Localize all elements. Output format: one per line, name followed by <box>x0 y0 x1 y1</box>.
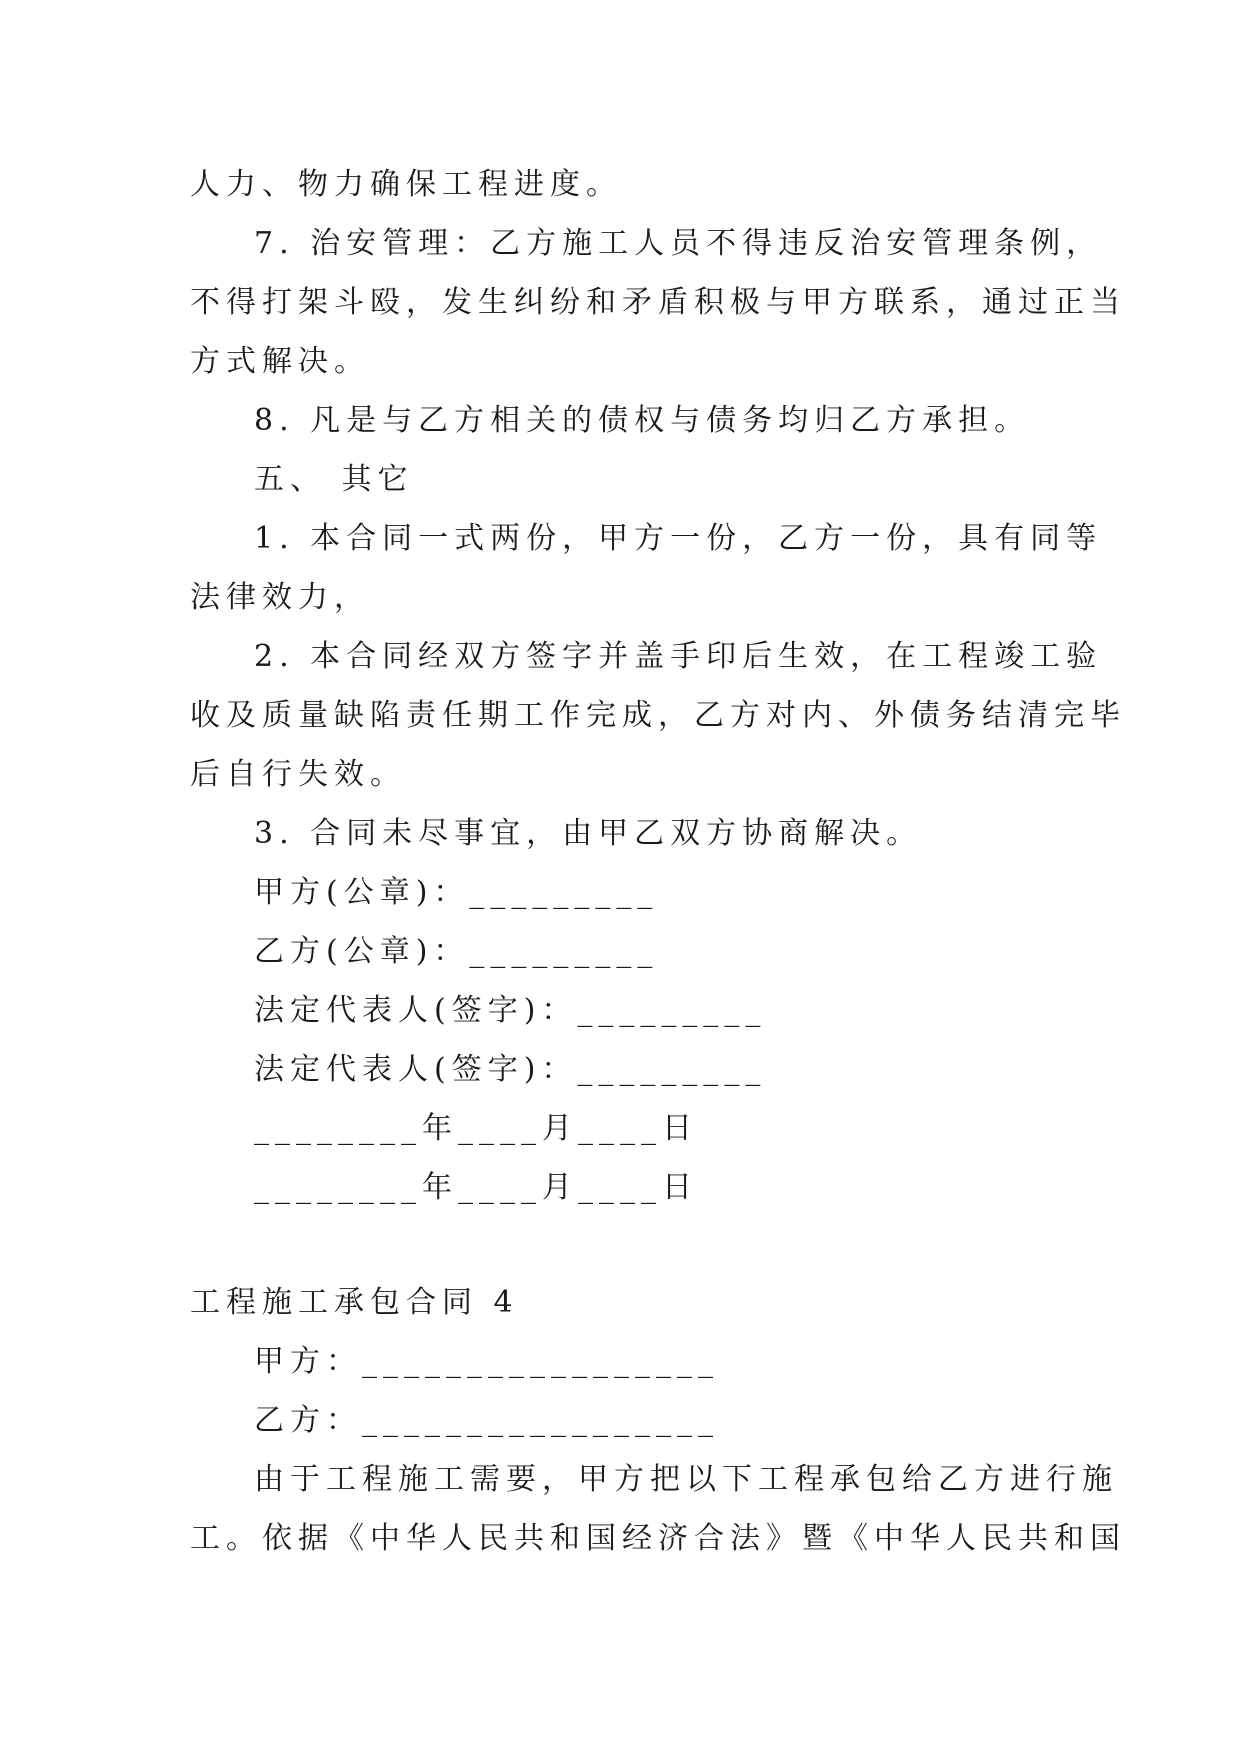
section-heading-other: 五、 其它 <box>254 462 414 497</box>
paragraph-line: 方式解决。 <box>190 344 370 379</box>
party-a-seal-line: 甲方(公章)：_________ <box>254 875 659 910</box>
contract-title: 工程施工承包合同 4 <box>190 1285 519 1320</box>
paragraph-line: 法律效力， <box>190 580 370 615</box>
clause-3-line: 3. 合同未尽事宜，由甲乙双方协商解决。 <box>254 816 923 851</box>
clause-1-line: 1. 本合同一式两份，甲方一份，乙方一份，具有同等 <box>254 521 1103 556</box>
clause-7-line: 7. 治安管理：乙方施工人员不得违反治安管理条例， <box>254 226 1103 261</box>
legal-rep-signature-line: 法定代表人(签字)：_________ <box>254 1052 767 1087</box>
legal-rep-signature-line: 法定代表人(签字)：_________ <box>254 993 767 1028</box>
paragraph-line: 不得打架斗殴，发生纠纷和矛盾积极与甲方联系，通过正当 <box>190 285 1126 320</box>
clause-2-line: 2. 本合同经双方签字并盖手印后生效，在工程竣工验 <box>254 639 1103 674</box>
date-line: ________年____月____日 <box>254 1111 698 1146</box>
clause-8-line: 8. 凡是与乙方相关的债权与债务均归乙方承担。 <box>254 403 1031 438</box>
party-b-line: 乙方：_________________ <box>254 1403 719 1438</box>
party-b-seal-line: 乙方(公章)：_________ <box>254 934 659 969</box>
paragraph-line: 工。依据《中华人民共和国经济合法》暨《中华人民共和国 <box>190 1521 1126 1556</box>
paragraph-line: 后自行失效。 <box>190 757 406 792</box>
party-a-line: 甲方：_________________ <box>254 1344 719 1379</box>
paragraph-line: 人力、物力确保工程进度。 <box>190 167 622 202</box>
date-line: ________年____月____日 <box>254 1170 698 1205</box>
paragraph-line: 收及质量缺陷责任期工作完成，乙方对内、外债务结清完毕 <box>190 698 1126 733</box>
paragraph-line: 由于工程施工需要，甲方把以下工程承包给乙方进行施 <box>254 1462 1118 1497</box>
